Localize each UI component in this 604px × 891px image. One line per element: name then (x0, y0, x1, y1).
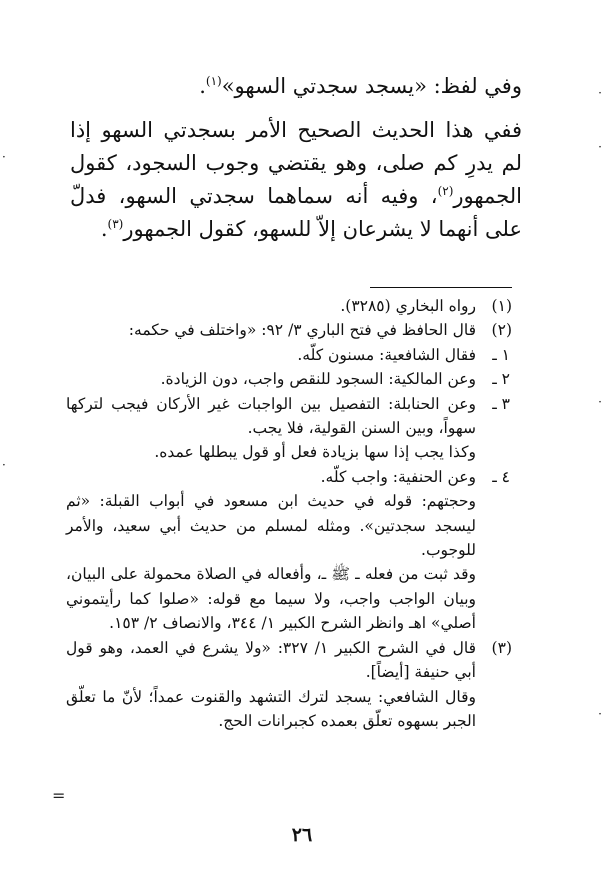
list-item-number: ١ ـ (492, 345, 510, 364)
margin-dot: · (2, 150, 6, 164)
footnote-ref-2: (٢) (437, 184, 454, 198)
list-item-text: وعن الحنابلة: التفصيل بين الواجبات غير الأركان فيجب لتركها سهواً، وبين السنن القولية، فلا يجب. (66, 394, 476, 438)
list-item-number: ٤ ـ (492, 467, 510, 486)
opening-line-end: . (199, 74, 206, 98)
margin-dot: · (598, 140, 602, 154)
footnotes (66, 294, 512, 733)
footnote-2-text: قال الحافظ في فتح الباري ٣/ ٩٢: «واختلف في حكمه: (128, 321, 476, 340)
list-item-number: ٢ ـ (492, 370, 510, 389)
main-paragraph-part-a: ففي هذا الحديث الصحيح الأمر بسجدتي السهو إذا لم يدرِ كم صلى، وهو يقتضي وجوب السجود، كقول الجمهور (70, 118, 522, 208)
footnote-3-number: (٣) (491, 638, 512, 657)
list-item-text: وعن الحنفية: واجب كلّه. (320, 467, 476, 486)
footnote-3-text: قال في الشرح الكبير ١/ ٣٢٧: «ولا يشرع في العمد، وهو قول أبي حنيفة [أيضاً]. (66, 638, 476, 682)
main-paragraph-part-b: ، وفيه أنه سماهما سجدتي السهو، فدلّ على أنهما لا يشرعان إلاّ للسهو، كقول الجمهور (70, 184, 522, 241)
margin-dot: · (2, 458, 6, 472)
footnote-1-text: رواه البخاري (٣٢٨٥). (340, 297, 476, 315)
margin-dot: · (598, 86, 602, 100)
margin-equals-mark: = (52, 786, 66, 805)
footnote-ref-3: (٣) (107, 217, 124, 231)
main-text (70, 70, 522, 246)
page-number: ٢٦ (291, 824, 313, 846)
evidence-paragraph: وحجتهم: قوله في حديث ابن مسعود في أبواب القبلة: «ثم ليسجد سجدتين». ومثله لمسلم من حديث أبي سعيد، والأمر للوجوب. (66, 492, 476, 560)
footnote-2-number: (٢) (491, 321, 512, 340)
footnote-1-number: (١) (491, 297, 512, 315)
evidence-paragraph-2: وقد ثبت من فعله ـ ﷺ ـ، وأفعاله في الصلاة محمولة على البيان، وبيان الواجب واجب، ولا سيما مع قوله: «صلوا كما رأيتموني أصلي» اهـ وانظر الشرح الكبير ١/ ٣٤٤، والانصاف ٢/ ١٥٣. (66, 565, 476, 633)
list-item-text: وعن المالكية: السجود للنقص واجب، دون الزيادة. (160, 370, 476, 389)
margin-dot: · (598, 707, 602, 721)
footnote-ref-1: (١) (205, 74, 222, 88)
list-item-continuation: وكذا يجب إذا سها بزيادة فعل أو قول يبطلها عمده. (154, 443, 476, 462)
main-paragraph-end: . (100, 217, 108, 241)
list-item (66, 343, 512, 367)
list-item-text: فقال الشافعية: مسنون كلّه. (297, 345, 476, 364)
footnote-3-continuation: وقال الشافعي: يسجد لترك التشهد والقنوت عمداً؛ لأنّ ما تعلّق الجبر بسهوه تعلّق بعمده كجبرانات الحج. (66, 687, 476, 730)
list-item-number: ٣ ـ (492, 394, 510, 413)
footnote-2 (66, 318, 512, 342)
opening-line-text: وفي لفظ: «يسجد سجدتي السهو» (221, 74, 522, 98)
list-item (66, 367, 512, 391)
opening-line (70, 70, 522, 103)
margin-dot: · (598, 395, 602, 409)
list-item (66, 465, 512, 489)
footnote-3 (66, 636, 512, 685)
footnote-1 (66, 294, 512, 318)
list-item (66, 392, 512, 441)
footnote-separator (370, 287, 512, 288)
main-paragraph (70, 114, 522, 246)
